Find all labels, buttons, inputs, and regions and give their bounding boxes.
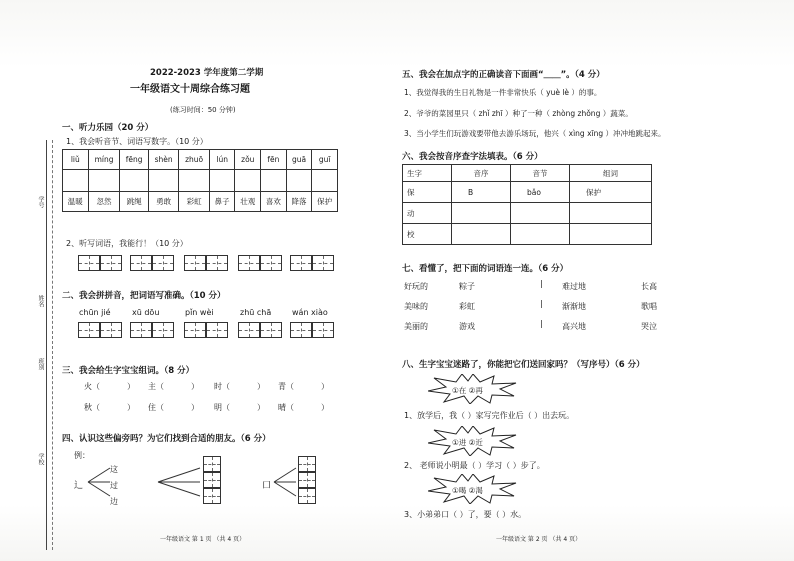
burst-text-1: ①在 ②再 (452, 386, 483, 395)
s7-heading: 七、看懂了，把下面的词语连一连。（6 分） (402, 264, 569, 274)
pinyin-cell: míng (88, 150, 120, 170)
s3-heading: 三、我会给生字宝宝组词。（8 分） (62, 366, 195, 376)
s3-paren: ） (321, 382, 329, 391)
s8-heading: 八、生字宝宝迷路了，你能把它们送回家吗？（写序号）（6 分） (402, 360, 645, 370)
s3-paren: ） (257, 382, 265, 391)
writing-box[interactable] (152, 255, 174, 271)
match-lines-2 (156, 462, 204, 504)
writing-box[interactable] (312, 255, 334, 271)
margin-dash (52, 140, 53, 550)
word-cell: 跳绳 (120, 192, 148, 212)
s3-r2-2: 住（ (148, 403, 164, 412)
writing-box[interactable] (260, 322, 282, 338)
pinyin-cell: fēn (261, 150, 287, 170)
writing-box[interactable] (238, 322, 260, 338)
s7-c4-2: 歌唱 (641, 302, 657, 311)
s3-paren: ） (191, 403, 199, 412)
answer-cell[interactable] (286, 170, 312, 192)
writing-box[interactable] (298, 472, 316, 488)
writing-box[interactable] (152, 322, 174, 338)
writing-box[interactable] (206, 322, 228, 338)
s3-paren: ） (191, 382, 199, 391)
match-lines-3 (272, 462, 298, 504)
example-char-1: 这 (110, 465, 118, 474)
answer-cell[interactable] (511, 224, 570, 245)
s3-paren: ） (127, 403, 135, 412)
writing-box[interactable] (100, 255, 122, 271)
s7-c2-3: 游戏 (459, 322, 475, 331)
writing-box[interactable] (78, 255, 100, 271)
answer-cell[interactable] (261, 170, 287, 192)
radical-kou: 口 (262, 481, 272, 491)
s2-pinyin-3: pǐn wèi (185, 308, 214, 317)
answer-cell[interactable] (235, 170, 261, 192)
writing-box[interactable] (206, 255, 228, 271)
s2-pinyin-4: zhū chā (240, 308, 272, 317)
s7-bar: | (540, 279, 543, 288)
label-xingming: 姓名 (37, 295, 44, 307)
writing-box[interactable] (203, 488, 221, 504)
table-header: 生字 (403, 165, 452, 182)
label-xuexiao: 学校 (37, 453, 44, 465)
writing-box[interactable] (100, 322, 122, 338)
s1-q2: 2、听写词语，我能行！（10 分） (66, 239, 188, 248)
s1-heading: 一、听力乐园（20 分） (62, 123, 154, 133)
answer-cell[interactable] (63, 170, 89, 192)
example-label: 例： (74, 451, 90, 460)
word-cell: 降落 (286, 192, 312, 212)
s8-q2: 2、 老师说小明最（ ）学习（ ）步了。 (404, 461, 545, 470)
answer-cell[interactable] (120, 170, 148, 192)
writing-box[interactable] (203, 472, 221, 488)
table-cell: bǎo (511, 182, 570, 203)
s7-c1-1: 好玩的 (404, 282, 428, 291)
answer-cell[interactable] (570, 203, 652, 224)
answer-cell[interactable] (570, 224, 652, 245)
example-char-3: 边 (110, 497, 118, 506)
pinyin-cell: zhuō (179, 150, 209, 170)
answer-cell[interactable] (88, 170, 120, 192)
table-header: 音节 (511, 165, 570, 182)
example-lines (86, 462, 112, 502)
word-cell: 勇敢 (148, 192, 178, 212)
word-cell: 温暖 (63, 192, 89, 212)
s7-c1-3: 美丽的 (404, 322, 428, 331)
s3-paren: ） (127, 382, 135, 391)
s7-c3-1: 难过地 (562, 282, 586, 291)
pinyin-cell: shèn (148, 150, 178, 170)
table-cell: 动 (403, 203, 452, 224)
word-cell: 壮观 (235, 192, 261, 212)
table-cell: B (452, 182, 511, 203)
s3-r2-4: 晴（ (278, 403, 294, 412)
writing-box[interactable] (184, 322, 206, 338)
s1-q1: 1、我会听音节、词语写数字。（10 分） (66, 137, 208, 146)
answer-cell[interactable] (312, 170, 338, 192)
pinyin-cell: liǔ (63, 150, 89, 170)
word-cell: 喜欢 (261, 192, 287, 212)
pinyin-cell: lún (209, 150, 235, 170)
writing-box[interactable] (130, 255, 152, 271)
s5-item-2: 2、爷爷的菜园里只（ zhǐ zhī ）种了一种（ zhòng zhǒng ）蔬菜。 (404, 109, 633, 118)
writing-box[interactable] (290, 255, 312, 271)
s5-item-3: 3、当小学生们玩游戏要带他去游乐场玩，他兴（ xìng xīng ）冲冲地跳起来。 (404, 129, 666, 138)
s4-heading: 四、认识这些偏旁吗？为它们找到合适的朋友。（6 分） (62, 434, 271, 444)
pinyin-cell: guā (286, 150, 312, 170)
s6-heading: 六、我会按音序查字法填表。（6 分） (402, 152, 543, 162)
s7-bar: | (540, 319, 543, 328)
s3-r2-3: 明（ (214, 403, 230, 412)
s7-c4-1: 长高 (641, 282, 657, 291)
title-year: 2022-2023 学年度第二学期 (150, 68, 264, 78)
s7-c3-2: 渐渐地 (562, 302, 586, 311)
s8-q1: 1、放学后，我（ ）家写完作业后（ ）出去玩。 (404, 411, 575, 420)
writing-box[interactable] (298, 488, 316, 504)
word-cell: 鼻子 (209, 192, 235, 212)
s7-bar: | (540, 299, 543, 308)
s3-r1-1: 火（ (84, 382, 100, 391)
writing-box[interactable] (78, 322, 100, 338)
s2-pinyin-5: wán xiào (292, 308, 328, 317)
s7-c2-2: 彩虹 (459, 302, 475, 311)
radical-chuo: 辶 (74, 481, 84, 491)
answer-cell[interactable] (179, 170, 209, 192)
label-xuehao: 学号 (37, 196, 44, 208)
burst-text-2: ①进 ②近 (452, 438, 483, 447)
s5-heading: 五、我会在加点字的正确读音下面画“＿＿”。（4 分） (402, 70, 605, 80)
word-cell: 彩虹 (179, 192, 209, 212)
footer-right: 一年级语文 第 2 页 （共 4 页） (496, 536, 582, 543)
page-title: 一年级语文十周综合练习题 (130, 84, 250, 95)
writing-box[interactable] (184, 255, 206, 271)
table-header: 组词 (570, 165, 652, 182)
example-char-2: 过 (110, 481, 118, 490)
s2-heading: 二、我会拼拼音，把词语写准确。（10 分） (62, 291, 226, 301)
footer-left: 一年级语文 第 1 页 （共 4 页） (160, 536, 246, 543)
writing-box[interactable] (312, 322, 334, 338)
pinyin-cell: fēng (120, 150, 148, 170)
writing-box[interactable] (260, 255, 282, 271)
listen-table (62, 149, 338, 212)
table-cell: 保 (403, 182, 452, 203)
s3-r1-2: 主（ (148, 382, 164, 391)
table-cell: 校 (403, 224, 452, 245)
burst-text-3: ①喝 ②渴 (452, 486, 483, 495)
pinyin-cell: zǒu (235, 150, 261, 170)
s7-c4-3: 哭泣 (641, 322, 657, 331)
s2-pinyin-2: xū dōu (132, 308, 160, 317)
s3-r1-3: 时（ (214, 382, 230, 391)
word-cell: 保护 (312, 192, 338, 212)
s3-r1-4: 青（ (278, 382, 294, 391)
table-cell: 保护 (570, 182, 652, 203)
margin-line (46, 140, 47, 550)
writing-box[interactable] (298, 456, 316, 472)
pinyin-order-table (402, 164, 652, 245)
answer-cell[interactable] (452, 224, 511, 245)
s5-item-1: 1、我觉得我的生日礼物是一件非常快乐（ yuè lè ）的事。 (404, 88, 602, 97)
label-banbie: 班别 (37, 358, 44, 370)
time-limit: (练习时间：50 分钟) (170, 106, 236, 114)
table-header: 音序 (452, 165, 511, 182)
s2-pinyin-1: chūn jié (79, 308, 111, 317)
word-cell: 忽然 (88, 192, 120, 212)
answer-cell[interactable] (209, 170, 235, 192)
s7-c2-1: 粽子 (459, 282, 475, 291)
s3-paren: ） (321, 403, 329, 412)
answer-cell[interactable] (511, 203, 570, 224)
s7-c1-2: 美味的 (404, 302, 428, 311)
writing-box[interactable] (130, 322, 152, 338)
answer-cell[interactable] (148, 170, 178, 192)
s7-c3-3: 高兴地 (562, 322, 586, 331)
answer-cell[interactable] (452, 203, 511, 224)
s8-q3: 3、小弟弟口（ ）了，要（ ）水。 (404, 510, 527, 519)
s3-paren: ） (257, 403, 265, 412)
writing-box[interactable] (238, 255, 260, 271)
pinyin-cell: guī (312, 150, 338, 170)
writing-box[interactable] (203, 456, 221, 472)
writing-box[interactable] (290, 322, 312, 338)
s3-r2-1: 秋（ (84, 403, 100, 412)
